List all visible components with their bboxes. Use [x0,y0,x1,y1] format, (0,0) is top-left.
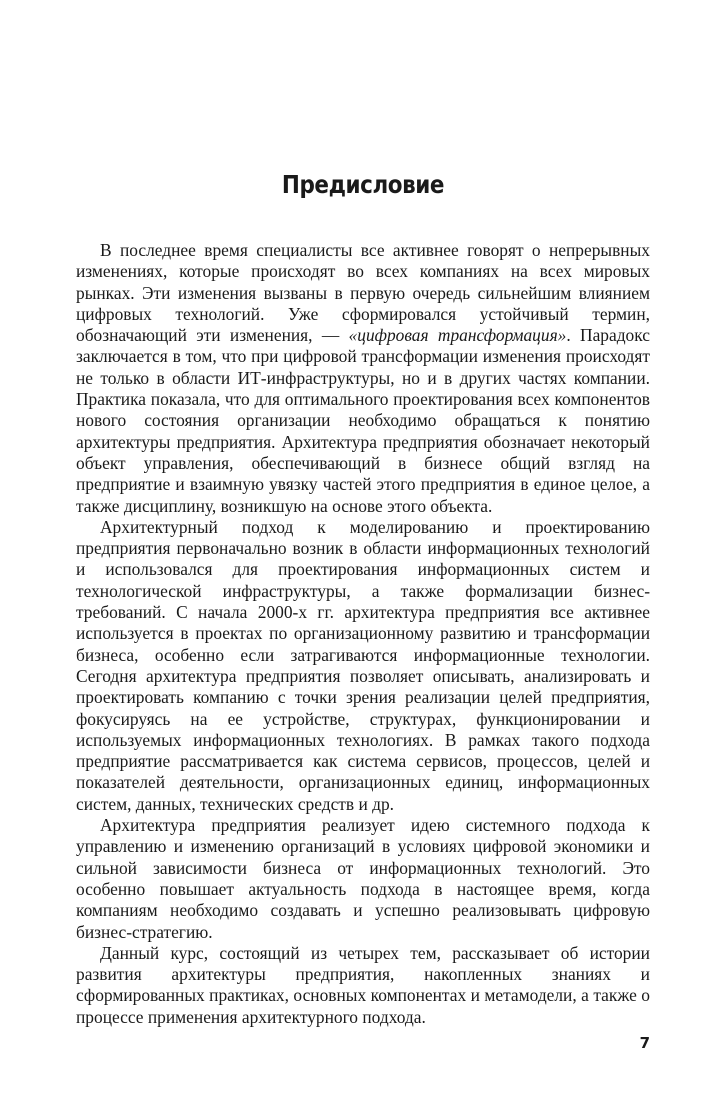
paragraph-4: Данный курс, состоящий из четырех тем, рассказывает об истории развития архитектуры предприятия, накопленных знаниях и сформированных практиках, основных компонентах и метамодели, а также о процессе применения архитектурного подхода. [76,942,650,1027]
emphasized-term: «цифровая трансформация» [348,325,567,346]
preface-body [76,240,650,1028]
page-title: Предисловие [281,170,445,199]
paragraph-3: Архитектура предприятия реализует идею системного подхода к управлению и изменению организаций в условиях цифровой экономики и сильной зависимости бизнеса от информационных технологий. Это особенно повышает актуальность подхода в настоящее время, когда компаниям необходимо создавать и успешно реализовывать цифровую бизнес-стратегию. [76,815,650,942]
page-number: 7 [639,1034,650,1052]
paragraph-2: Архитектурный подход к моделированию и проектированию предприятия первоначально возник в области информационных технологий и использовался для проектирования информационных систем и технологической инфраструктуры, а также формализации бизнес-требований. С начала 2000-х гг. архитектура предприятия все активнее используется в проектах по организационному развитию и трансформации бизнеса, особенно если затрагиваются информационные технологии. Сегодня архитектура предприятия позволяет описывать, анализировать и проектировать компанию с точки зрения реализации целей предприятия, фокусируясь на ее устройстве, структурах, функционировании и используемых информационных технологиях. В рамках такого подхода предприятие рассматривается как система сервисов, процессов, целей и показателей деятельности, организационных единиц, информационных систем, данных, технических средств и др. [76,516,650,814]
paragraph-1-end: . Парадокс заключается в том, что при цифровой трансформации изменения происходят не только в области ИТ-инфраструктуры, но и в других частях компании. Практика показала, что для оптимального проектирования всех компонентов нового состояния организации необходимо обращаться к понятию архитектуры предприятия. Архитектура предприятия обозначает некоторый объект управления, обеспечивающий в бизнесе общий взгляд на предприятие и взаимную увязку частей этого предприятия в единое целое, а также дисциплину, возникшую на основе этого объекта. [76,325,650,516]
paragraph-1-start: В последнее время специалисты все активнее говорят о непрерывных изменениях, которые происходят во всех компаниях на всех мировых рынках. Эти изменения вызваны в первую очередь сильнейшим влиянием цифровых технологий. Уже сформировался устойчивый термин, обозначающий эти изменения, — [76,240,650,346]
paragraph-1 [76,240,650,517]
